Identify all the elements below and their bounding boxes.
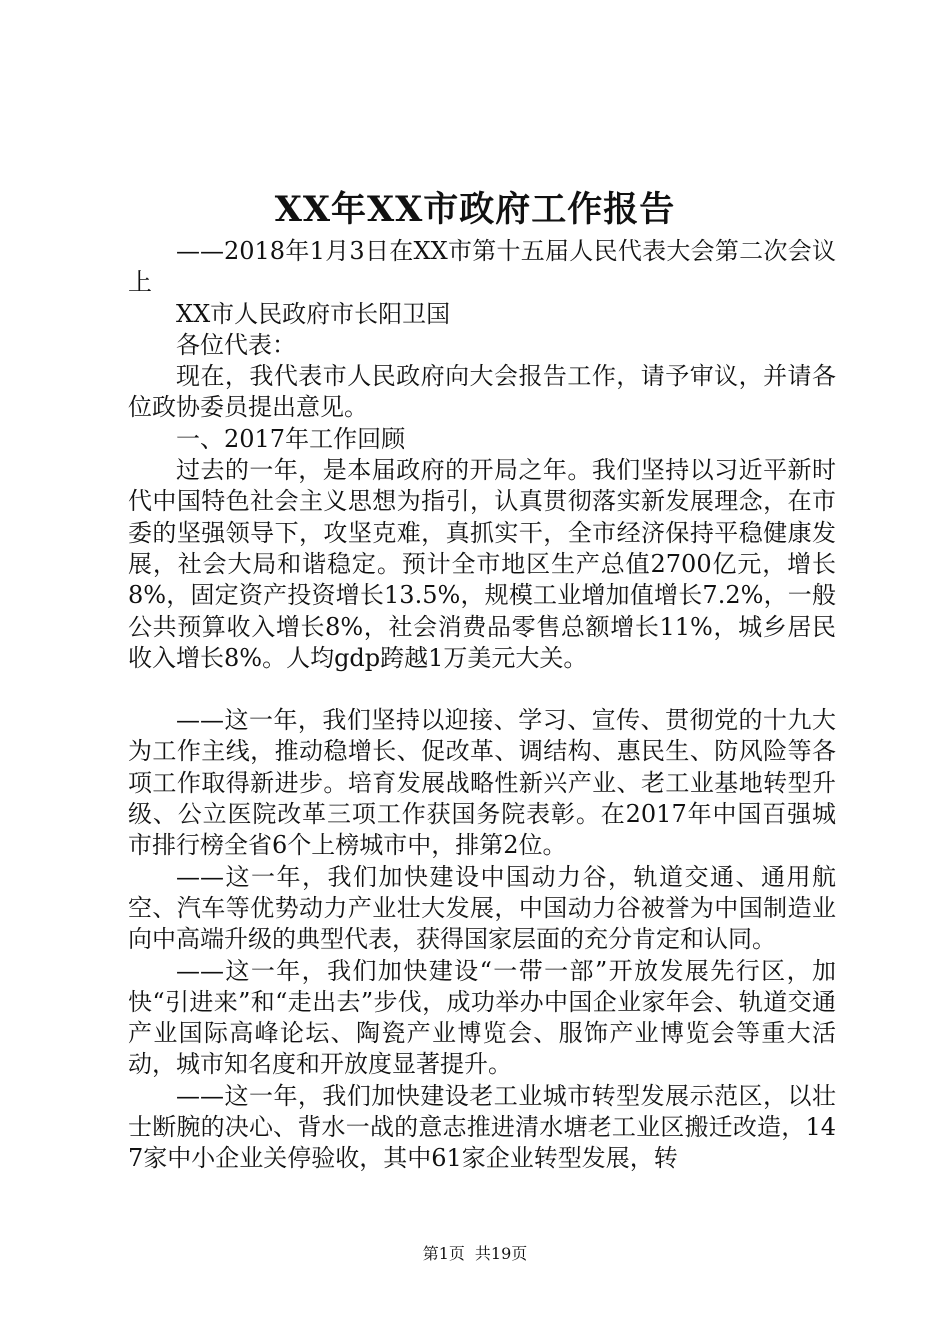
achievement-paragraph-4: ——这一年，我们加快建设老工业城市转型发展示范区，以壮士断腕的决心、背水一战的意志推进清水塘老工业区搬迁改造，147家中小企业关停验收，其中61家企业转型发展，转 bbox=[128, 1081, 836, 1173]
speaker-line: XX市人民政府市长阳卫国 bbox=[176, 299, 451, 328]
page-footer bbox=[0, 1244, 950, 1264]
section-heading: 一、2017年工作回顾 bbox=[176, 424, 406, 453]
achievement-paragraph-3: ——这一年，我们加快建设“一带一部”开放发展先行区，加快“引进来”和“走出去”步伐，成功举办中国企业家年会、轨道交通产业国际高峰论坛、陶瓷产业博览会、服饰产业博览会等重大活动，城市知名度和开放度显著提升。 bbox=[128, 956, 836, 1079]
subtitle-paragraph: ——2018年1月3日在XX市第十五届人民代表大会第二次会议上 bbox=[128, 237, 836, 297]
document-body bbox=[128, 236, 836, 1175]
achievement-paragraph-2: ——这一年，我们加快建设中国动力谷，轨道交通、通用航空、汽车等优势动力产业壮大发展，中国动力谷被誉为中国制造业向中高端升级的典型代表，获得国家层面的充分肯定和认同。 bbox=[128, 862, 836, 954]
document-title: XX年XX市政府工作报告 bbox=[274, 189, 676, 230]
intro-paragraph: 现在，我代表市人民政府向大会报告工作，请予审议，并请各位政协委员提出意见。 bbox=[128, 362, 836, 422]
achievement-paragraph-1: ——这一年，我们坚持以迎接、学习、宣传、贯彻党的十九大为工作主线，推动稳增长、促改革、调结构、惠民生、防风险等各项工作取得新进步。培育发展战略性新兴产业、老工业基地转型升级、公立医院改革三项工作获国务院表彰。在2017年中国百强城市排行榜全省6个上榜城市中，排第2位。 bbox=[128, 706, 836, 860]
review-paragraph: 过去的一年，是本届政府的开局之年。我们坚持以习近平新时代中国特色社会主义思想为指引，认真贯彻落实新发展理念，在市委的坚强领导下，攻坚克难，真抓实干，全市经济保持平稳健康发展，社会大局和谐稳定。预计全市地区生产总值2700亿元，增长8%，固定资产投资增长13.5%，规模工业增加值增长7.2%，一般公共预算收入增长8%，社会消费品零售总额增长11%，城乡居民收入增长8%。人均gdp跨越1万美元大关。 bbox=[128, 456, 836, 672]
salutation: 各位代表： bbox=[176, 330, 296, 359]
page-number: 第1页 bbox=[422, 1244, 465, 1263]
page-total: 共19页 bbox=[474, 1244, 528, 1263]
blank-line bbox=[128, 674, 836, 705]
